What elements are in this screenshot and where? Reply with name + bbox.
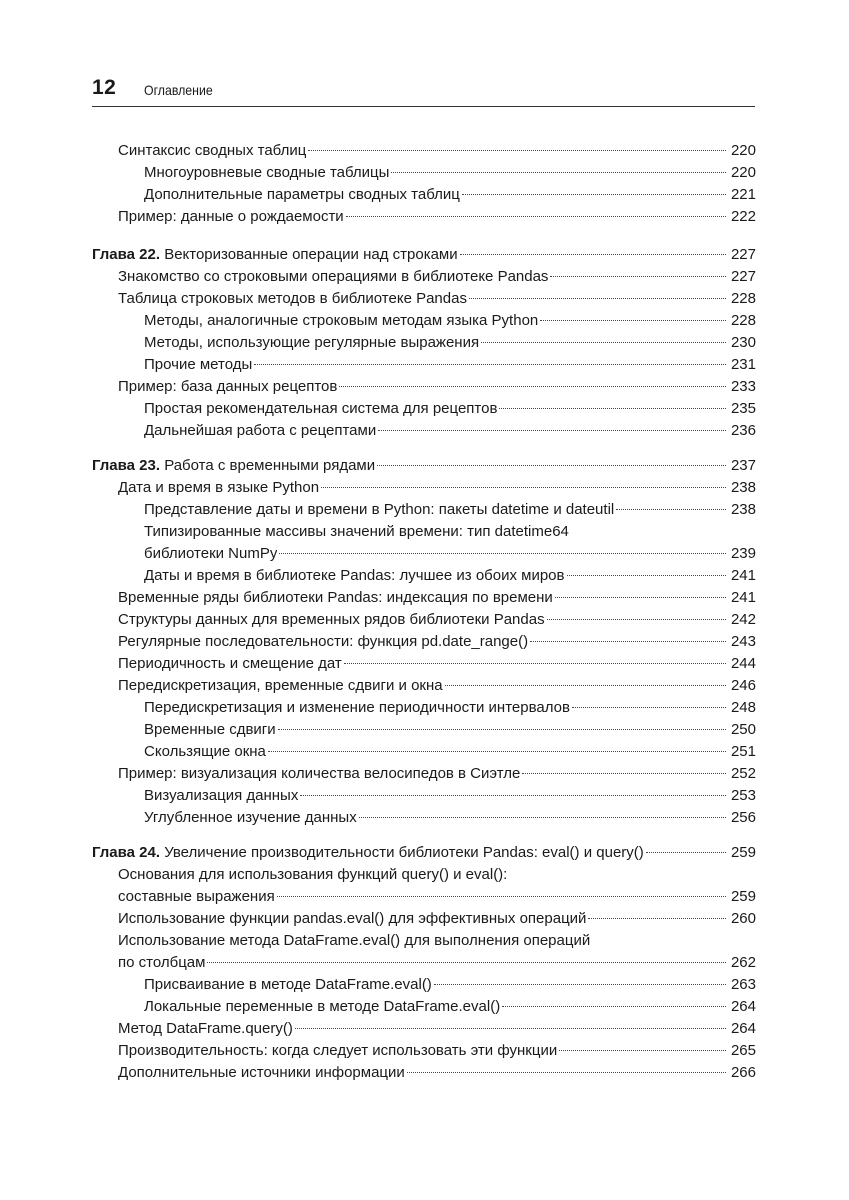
toc-entry xyxy=(92,184,756,206)
toc-entry-title: Периодичность и смещение дат xyxy=(118,655,342,672)
toc-entry-title: Метод DataFrame.query() xyxy=(118,1020,293,1037)
toc-page-number: 220 xyxy=(730,142,756,159)
toc-page-number: 259 xyxy=(730,844,756,861)
running-title: Оглавление xyxy=(144,82,213,98)
dot-leader xyxy=(588,918,726,919)
toc-entry xyxy=(92,996,756,1018)
toc-entry-title: Пример: визуализация количества велосипедов в Сиэтле xyxy=(118,765,521,782)
toc-page-number: 233 xyxy=(730,378,756,395)
toc-entry-title: Использование метода DataFrame.eval() для выполнения операций xyxy=(118,932,591,949)
toc-entry xyxy=(92,288,756,310)
dot-leader xyxy=(616,509,726,510)
toc-entry-title: Знакомство со строковыми операциями в библиотеке Pandas xyxy=(118,268,549,285)
toc-entry-title: составные выражения xyxy=(118,888,275,905)
toc-entry-title: Синтаксис сводных таблиц xyxy=(118,142,307,159)
toc-page-number: 238 xyxy=(730,501,756,518)
chapter-label: Глава 22. xyxy=(92,246,161,263)
toc-page-number: 221 xyxy=(730,186,756,203)
dot-leader xyxy=(278,729,726,730)
chapter-label: Глава 24. xyxy=(92,844,161,861)
toc-page-number: 220 xyxy=(730,164,756,181)
dot-leader xyxy=(346,216,726,217)
dot-leader xyxy=(300,795,726,796)
toc-entry xyxy=(92,420,756,442)
toc-entry-title: Производительность: когда следует использовать эти функции xyxy=(118,1042,558,1059)
dot-leader xyxy=(462,194,726,195)
toc-entry xyxy=(92,310,756,332)
dot-leader xyxy=(377,465,726,466)
toc-page-number: 251 xyxy=(730,743,756,760)
chapter-heading-22 xyxy=(92,244,756,266)
toc-page-number: 264 xyxy=(730,1020,756,1037)
dot-leader xyxy=(279,553,726,554)
dot-leader xyxy=(277,896,726,897)
dot-leader xyxy=(499,408,726,409)
toc-page-number: 236 xyxy=(730,422,756,439)
toc-entry-title: Структуры данных для временных рядов библиотеки Pandas xyxy=(118,611,545,628)
toc-page-number: 265 xyxy=(730,1042,756,1059)
dot-leader xyxy=(321,487,726,488)
toc-entry xyxy=(92,807,756,829)
toc-entry xyxy=(92,908,756,930)
toc-entry xyxy=(92,1062,756,1084)
toc-entry xyxy=(92,653,756,675)
toc-page-number: 262 xyxy=(730,954,756,971)
toc-entry-line xyxy=(92,864,756,886)
toc-entry-title: Дополнительные источники информации xyxy=(118,1064,405,1081)
chapter-heading-23 xyxy=(92,455,756,477)
dot-leader xyxy=(344,663,726,664)
dot-leader xyxy=(547,619,726,620)
toc-page-number: 237 xyxy=(730,457,756,474)
toc-entry xyxy=(92,763,756,785)
toc-entry-title: Регулярные последовательности: функция pd.date_range() xyxy=(118,633,529,650)
dot-leader xyxy=(254,364,726,365)
toc-entry-line xyxy=(92,521,756,543)
toc-entry xyxy=(92,952,756,974)
toc-entry-title: Прочие методы xyxy=(144,356,253,373)
toc-page-number: 259 xyxy=(730,888,756,905)
toc-entry-title: Углубленное изучение данных xyxy=(144,809,357,826)
toc-entry-title: Пример: база данных рецептов xyxy=(118,378,338,395)
dot-leader xyxy=(308,150,726,151)
toc-page-number: 230 xyxy=(730,334,756,351)
toc-entry-title: Передискретизация и изменение периодичности интервалов xyxy=(144,699,570,716)
toc-page-number: 250 xyxy=(730,721,756,738)
toc-entry-title: Скользящие окна xyxy=(144,743,266,760)
toc-entry-title: Даты и время в библиотеке Pandas: лучшее из обоих миров xyxy=(144,567,565,584)
toc-page-number: 244 xyxy=(730,655,756,672)
dot-leader xyxy=(295,1028,726,1029)
toc-page-number: 252 xyxy=(730,765,756,782)
chapter-title: Работа с временными рядами xyxy=(164,457,376,474)
toc-entry xyxy=(92,477,756,499)
toc-entry xyxy=(92,376,756,398)
toc-entry-line xyxy=(92,930,756,952)
toc-entry xyxy=(92,741,756,763)
chapter-heading-24 xyxy=(92,842,756,864)
toc-page-number: 266 xyxy=(730,1064,756,1081)
toc-page-number: 264 xyxy=(730,998,756,1015)
toc-page-number: 260 xyxy=(730,910,756,927)
toc-entry xyxy=(92,1040,756,1062)
toc-page-number: 227 xyxy=(730,268,756,285)
dot-leader xyxy=(550,276,726,277)
toc-page-number: 243 xyxy=(730,633,756,650)
toc-entry-title: Многоуровневые сводные таблицы xyxy=(144,164,390,181)
dot-leader xyxy=(572,707,726,708)
toc-entry xyxy=(92,974,756,996)
toc-entry-title: по столбцам xyxy=(118,954,206,971)
toc-page-number: 235 xyxy=(730,400,756,417)
dot-leader xyxy=(268,751,726,752)
dot-leader xyxy=(460,254,726,255)
toc-entry-title: Временные ряды библиотеки Pandas: индексация по времени xyxy=(118,589,553,606)
toc-page-number: 239 xyxy=(730,545,756,562)
toc-entry-title: Методы, использующие регулярные выражения xyxy=(144,334,480,351)
toc-entry xyxy=(92,354,756,376)
toc-entry xyxy=(92,587,756,609)
toc-entry-title: Локальные переменные в методе DataFrame.eval() xyxy=(144,998,501,1015)
toc-entry xyxy=(92,719,756,741)
toc-entry xyxy=(92,886,756,908)
toc-entry xyxy=(92,162,756,184)
toc-entry-title: Основания для использования функций query() и eval(): xyxy=(118,866,508,883)
toc-entry-title: Типизированные массивы значений времени: тип datetime64 xyxy=(144,523,569,540)
dot-leader xyxy=(207,962,726,963)
toc-entry-title: Дальнейшая работа с рецептами xyxy=(144,422,377,439)
dot-leader xyxy=(469,298,726,299)
toc-entry xyxy=(92,1018,756,1040)
toc-entry xyxy=(92,398,756,420)
dot-leader xyxy=(359,817,726,818)
toc-entry-title: Таблица строковых методов в библиотеке Pandas xyxy=(118,290,467,307)
toc-page-number: 263 xyxy=(730,976,756,993)
toc-entry-title: Передискретизация, временные сдвиги и окна xyxy=(118,677,443,694)
toc-entry-title: Дополнительные параметры сводных таблиц xyxy=(144,186,460,203)
toc-entry-title: библиотеки NumPy xyxy=(144,545,278,562)
toc-entry xyxy=(92,140,756,162)
dot-leader xyxy=(559,1050,726,1051)
page-header xyxy=(92,74,755,107)
dot-leader xyxy=(481,342,726,343)
chapter-label: Глава 23. xyxy=(92,457,161,474)
toc-entry xyxy=(92,609,756,631)
toc-entry xyxy=(92,785,756,807)
toc-entry-title: Простая рекомендательная система для рецептов xyxy=(144,400,498,417)
toc-page-number: 241 xyxy=(730,589,756,606)
toc-page-number: 228 xyxy=(730,290,756,307)
toc-page-number: 228 xyxy=(730,312,756,329)
toc-entry-title: Дата и время в языке Python xyxy=(118,479,320,496)
toc-entry-title: Использование функции pandas.eval() для эффективных операций xyxy=(118,910,587,927)
toc-page-number: 231 xyxy=(730,356,756,373)
toc-entry-title: Пример: данные о рождаемости xyxy=(118,208,344,225)
toc-entry xyxy=(92,266,756,288)
toc-entry xyxy=(92,206,756,228)
toc-entry-title: Присваивание в методе DataFrame.eval() xyxy=(144,976,432,993)
dot-leader xyxy=(502,1006,726,1007)
toc-entry-title: Методы, аналогичные строковым методам языка Python xyxy=(144,312,539,329)
chapter-title: Увеличение производительности библиотеки Pandas: eval() и query() xyxy=(164,844,644,861)
dot-leader xyxy=(555,597,726,598)
toc-entry-title: Представление даты и времени в Python: пакеты datetime и dateutil xyxy=(144,501,615,518)
dot-leader xyxy=(646,852,726,853)
dot-leader xyxy=(407,1072,726,1073)
toc-page-number: 238 xyxy=(730,479,756,496)
toc-page-number: 256 xyxy=(730,809,756,826)
toc-entry xyxy=(92,631,756,653)
toc-page-number: 253 xyxy=(730,787,756,804)
toc-entry xyxy=(92,543,756,565)
dot-leader xyxy=(567,575,727,576)
toc-entry xyxy=(92,499,756,521)
toc-page-number: 248 xyxy=(730,699,756,716)
dot-leader xyxy=(445,685,726,686)
chapter-title: Векторизованные операции над строками xyxy=(164,246,458,263)
toc-entry-title: Временные сдвиги xyxy=(144,721,276,738)
toc-entry xyxy=(92,565,756,587)
dot-leader xyxy=(540,320,726,321)
toc-page-number: 242 xyxy=(730,611,756,628)
dot-leader xyxy=(530,641,726,642)
page-number: 12 xyxy=(92,76,117,99)
toc-page-number: 246 xyxy=(730,677,756,694)
table-of-contents xyxy=(92,140,756,1084)
toc-entry xyxy=(92,675,756,697)
dot-leader xyxy=(434,984,726,985)
toc-page-number: 222 xyxy=(730,208,756,225)
dot-leader xyxy=(391,172,726,173)
toc-page-number: 241 xyxy=(730,567,756,584)
toc-page-number: 227 xyxy=(730,246,756,263)
dot-leader xyxy=(339,386,726,387)
toc-entry xyxy=(92,332,756,354)
toc-entry xyxy=(92,697,756,719)
dot-leader xyxy=(378,430,726,431)
dot-leader xyxy=(522,773,726,774)
toc-entry-title: Визуализация данных xyxy=(144,787,299,804)
